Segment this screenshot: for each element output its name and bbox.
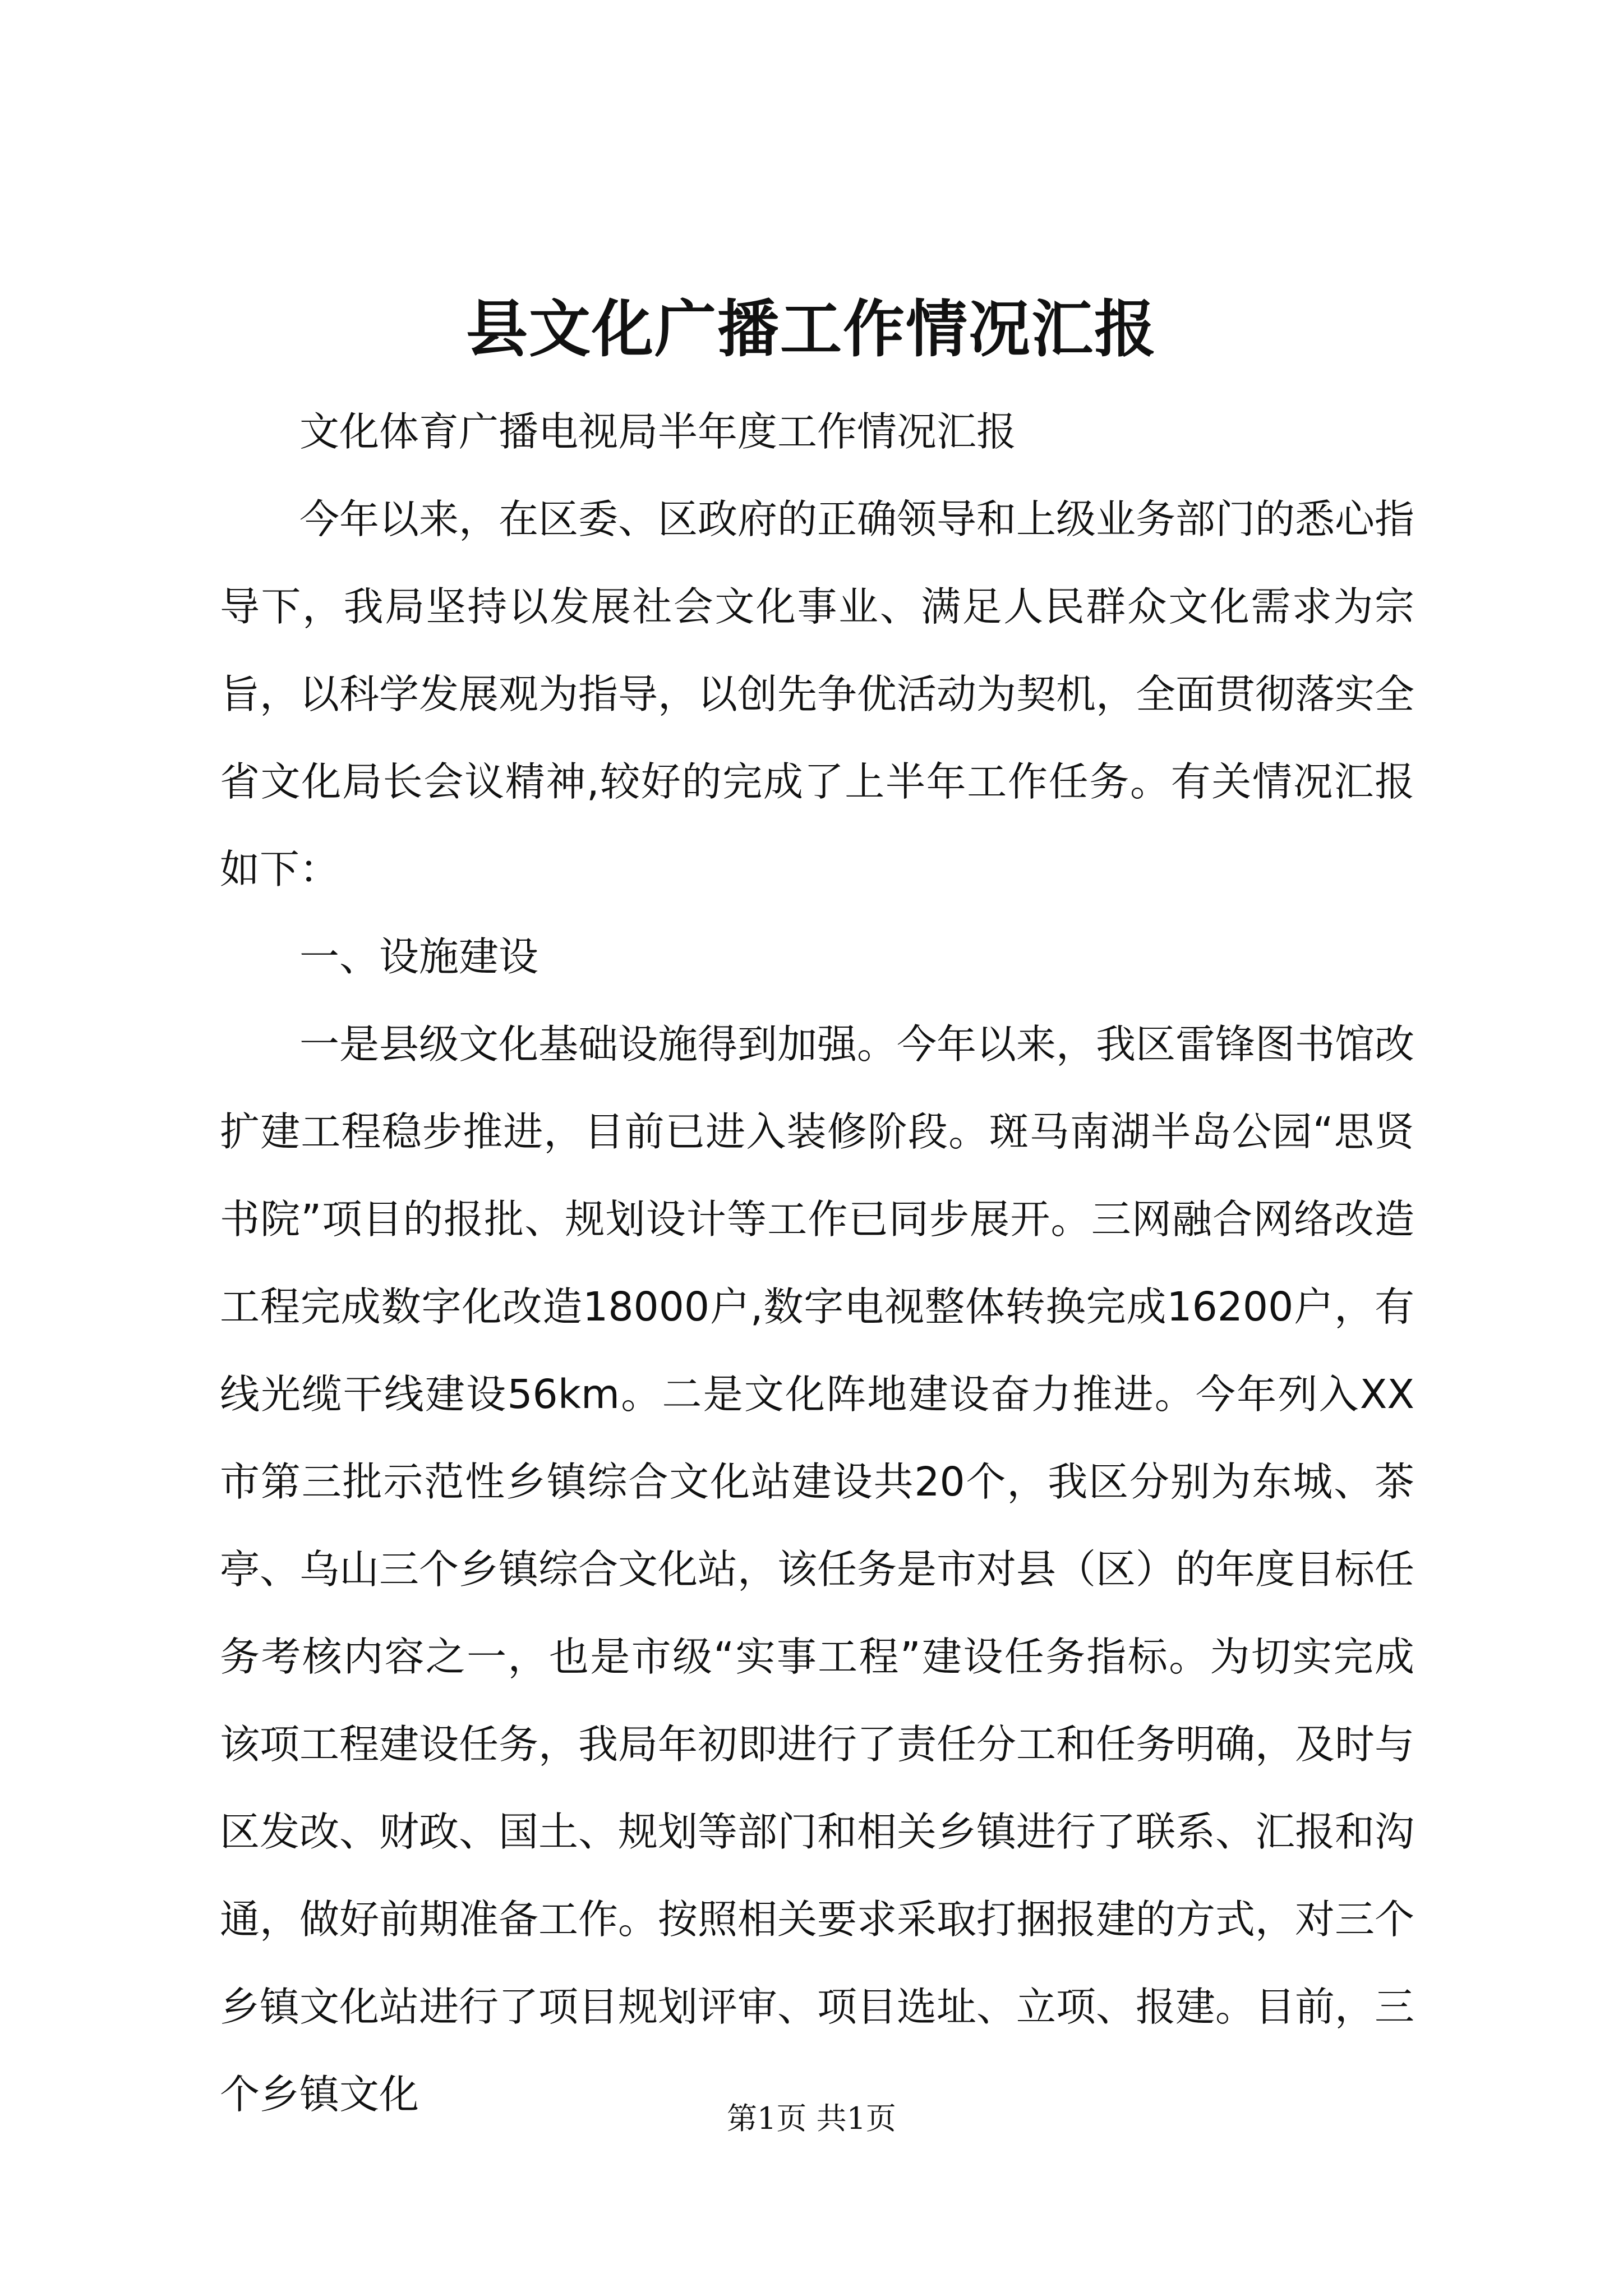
page-footer: 第1页 共1页 bbox=[727, 2101, 896, 2136]
section-heading: 一、设施建设 bbox=[299, 933, 539, 980]
intro-paragraph: 今年以来，在区委、区政府的正确领导和上级业务部门的悉心指导下，我局坚持以发展社会文化事业、满足人民群众文化需求为宗旨，以科学发展观为指导，以创先争优活动为契机，全面贯彻落实全省文化局长会议精神,较好的完成了上半年工作任务。有关情况汇报如下： bbox=[220, 496, 1415, 892]
document-title: 县文化广播工作情况汇报 bbox=[466, 293, 1157, 365]
body-paragraph: 一是县级文化基础设施得到加强。今年以来，我区雷锋图书馆改扩建工程稳步推进，目前已进入装修阶段。斑马南湖半岛公园“思贤书院”项目的报批、规划设计等工作已同步展开。三网融合网络改造工程完成数字化改造18000户,数字电视整体转换完成16200户，有线光缆干线建设56km。二是文化阵地建设奋力推进。今年列入XX市第三批示范性乡镇综合文化站建设共20个，我区分别为东城、茶亭、乌山三个乡镇综合文化站，该任务是市对县（区）的年度目标任务考核内容之一，也是市级“实事工程”建设任务指标。为切实完成该项工程建设任务，我局年初即进行了责任分工和任务明确，及时与区发改、财政、国土、规划等部门和相关乡镇进行了联系、汇报和沟通，做好前期准备工作。按照相关要求采取打捆报建的方式，对三个乡镇文化站进行了项目规划评审、项目选址、立项、报建。目前，三个乡镇文化 bbox=[220, 1021, 1415, 2118]
subtitle-paragraph: 文化体育广播电视局半年度工作情况汇报 bbox=[299, 408, 1017, 455]
document-body bbox=[220, 388, 1414, 2138]
